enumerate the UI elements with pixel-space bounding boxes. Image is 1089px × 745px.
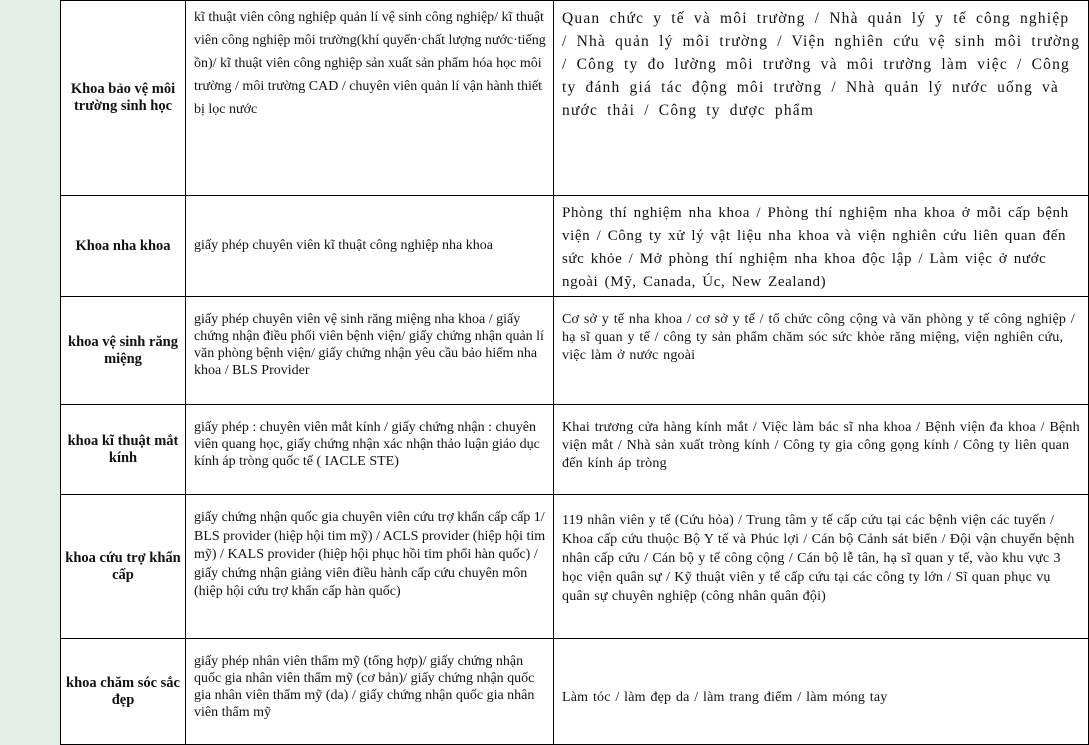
department-career-table: [60, 0, 1089, 745]
table-row: [61, 639, 1089, 745]
careers-cell: Làm tóc / làm đẹp da / làm trang điểm / làm móng tay: [554, 639, 1089, 745]
careers-cell: Cơ sở y tế nha khoa / cơ sở y tế / tổ chức công cộng và văn phòng y tế công nghiệp / hạ sĩ quan y tế / công ty sản phẩm chăm sóc sức khỏe răng miệng, viện nghiên cứu, việc làm ở nước ngoài: [554, 297, 1089, 405]
department-cell: Khoa nha khoa: [61, 196, 186, 297]
department-cell: Khoa bảo vệ môi trường sinh học: [61, 1, 186, 196]
certificates-cell: giấy chứng nhận quốc gia chuyên viên cứu trợ khẩn cấp cấp 1/ BLS provider (hiệp hội tim mỹ) / ACLS provider (hiệp hội tim mỹ) / KALS provider (hiệp hội phục hồi tim phổi hàn quốc) / giấy chứng nhận giảng viên điều hành cấp cứu chuyên môn (hiệp hội cứu trợ khẩn cấp hàn quốc): [186, 495, 554, 639]
table-row: [61, 1, 1089, 196]
careers-cell: Phòng thí nghiệm nha khoa / Phòng thí nghiệm nha khoa ở mỗi cấp bệnh viện / Công ty xử lý vật liệu nha khoa và viện nghiên cứu liên quan đến sức khỏe / Mở phòng thí nghiệm nha khoa độc lập / Làm việc ở nước ngoài (Mỹ, Canada, Úc, New Zealand): [554, 196, 1089, 297]
careers-cell: Khai trương cửa hàng kính mắt / Việc làm bác sĩ nha khoa / Bệnh viện đa khoa / Bệnh viện mắt / Nhà sản xuất tròng kính / Công ty gia công gọng kính / Công ty liên quan đến kính áp tròng: [554, 405, 1089, 495]
careers-cell: Quan chức y tế và môi trường / Nhà quản lý y tế công nghiệp / Nhà quản lý môi trường / Viện nghiên cứu vệ sinh môi trường / Công ty đo lường môi trường và môi trường làm việc / Công ty đánh giá tác động môi trường / Nhà quản lý nước uống và nước thải / Công ty dược phẩm: [554, 1, 1089, 196]
department-cell: khoa cứu trợ khẩn cấp: [61, 495, 186, 639]
certificates-cell: giấy phép : chuyên viên mắt kính / giấy chứng nhận : chuyên viên quang học, giấy chứng nhận xác nhận thảo luận giáo dục kính áp tròng quốc tế ( IACLE STE): [186, 405, 554, 495]
certificates-cell: giấy phép chuyên viên vệ sinh răng miệng nha khoa / giấy chứng nhận điều phối viên bệnh viện/ giấy chứng nhận quản lí văn phòng bệnh viện/ giấy chứng nhận yêu cầu bảo hiểm nha khoa / BLS Provider: [186, 297, 554, 405]
certificates-cell: kĩ thuật viên công nghiệp quản lí vệ sinh công nghiệp/ kĩ thuật viên công nghiệp môi trường(khí quyển·chất lượng nước·tiếng ồn)/ kĩ thuật viên công nghiệp sản xuất sản phẩm hóa học môi trường / môi trường CAD / chuyên viên quản lí vận hành thiết bị lọc nước: [186, 1, 554, 196]
certificates-cell: giấy phép chuyên viên kĩ thuật công nghiệp nha khoa: [186, 196, 554, 297]
table-row: [61, 495, 1089, 639]
table-row: [61, 196, 1089, 297]
department-cell: khoa kĩ thuật mắt kính: [61, 405, 186, 495]
table-row: [61, 405, 1089, 495]
certificates-cell: giấy phép nhân viên thẩm mỹ (tổng hợp)/ giấy chứng nhận quốc gia nhân viên thẩm mỹ (cơ bản)/ giấy chứng nhận quốc gia nhân viên thẩm mỹ (da) / giấy chứng nhận quốc gia nhân viên thẩm mỹ: [186, 639, 554, 745]
careers-cell: 119 nhân viên y tế (Cứu hỏa) / Trung tâm y tế cấp cứu tại các bệnh viện các tuyến / Khoa cấp cứu thuộc Bộ Y tế và Phúc lợi / Cán bộ Cảnh sát biển / Đội vận chuyển bệnh nhân cấp cứu / Cán bộ y tế công cộng / Cán bộ lễ tân, hạ sĩ quan y tế, vào khu vực 3 học viện quân sự / Kỹ thuật viên y tế cấp cứu tại các công ty lớn / Sĩ quan phục vụ quân sự chuyên nghiệp (công nhân quân đội): [554, 495, 1089, 639]
left-margin-strip: [0, 0, 60, 743]
table-row: [61, 297, 1089, 405]
department-cell: khoa chăm sóc sắc đẹp: [61, 639, 186, 745]
department-cell: khoa vệ sinh răng miệng: [61, 297, 186, 405]
